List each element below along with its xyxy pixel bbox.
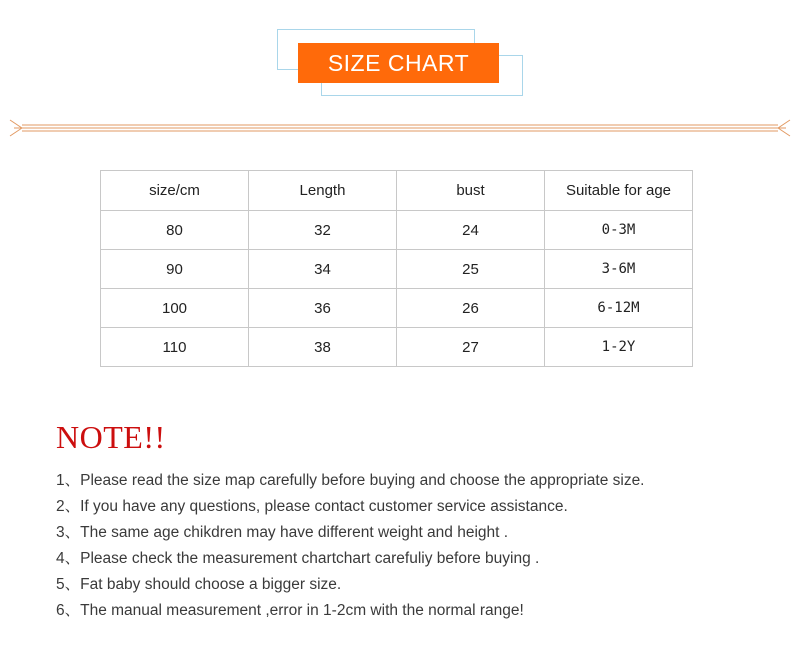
table-cell-age: 0-3M <box>545 211 693 250</box>
decorative-divider <box>8 116 792 140</box>
list-item: 5、Fat baby should choose a bigger size. <box>56 576 342 593</box>
table-header-row <box>101 171 693 211</box>
table-cell-bust: 27 <box>397 328 545 367</box>
table-cell-size: 100 <box>101 289 249 328</box>
table-cell-bust: 24 <box>397 211 545 250</box>
list-item: 1、Please read the size map carefully before buying and choose the appropriate size. <box>56 472 645 489</box>
list-item: 6、The manual measurement ,error in 1-2cm with the normal range! <box>56 602 524 619</box>
table-cell-length: 32 <box>249 211 397 250</box>
table-row <box>101 250 693 289</box>
table-cell-length: 36 <box>249 289 397 328</box>
table-cell-size: 80 <box>101 211 249 250</box>
table-cell-age: 1-2Y <box>545 328 693 367</box>
table-cell-age: 6-12M <box>545 289 693 328</box>
table-cell-size: 110 <box>101 328 249 367</box>
table-cell-size: 90 <box>101 250 249 289</box>
column-header-size: size/cm <box>101 171 249 211</box>
column-header-length: Length <box>249 171 397 211</box>
column-header-bust: bust <box>397 171 545 211</box>
table-cell-bust: 25 <box>397 250 545 289</box>
table-cell-length: 38 <box>249 328 397 367</box>
table-row <box>101 211 693 250</box>
table-row <box>101 328 693 367</box>
list-item: 4、Please check the measurement chartchart carefuliy before buying . <box>56 550 540 567</box>
table-cell-length: 34 <box>249 250 397 289</box>
table-row <box>101 289 693 328</box>
size-chart-badge: SIZE CHART <box>298 43 499 83</box>
table-cell-bust: 26 <box>397 289 545 328</box>
list-item: 3、The same age chikdren may have different weight and height . <box>56 524 509 541</box>
table-cell-age: 3-6M <box>545 250 693 289</box>
list-item: 2、If you have any questions, please contact customer service assistance. <box>56 498 568 515</box>
notes-list <box>56 468 776 624</box>
note-title: NOTE!! <box>56 419 166 455</box>
size-table <box>100 170 693 367</box>
column-header-age: Suitable for age <box>545 171 693 211</box>
